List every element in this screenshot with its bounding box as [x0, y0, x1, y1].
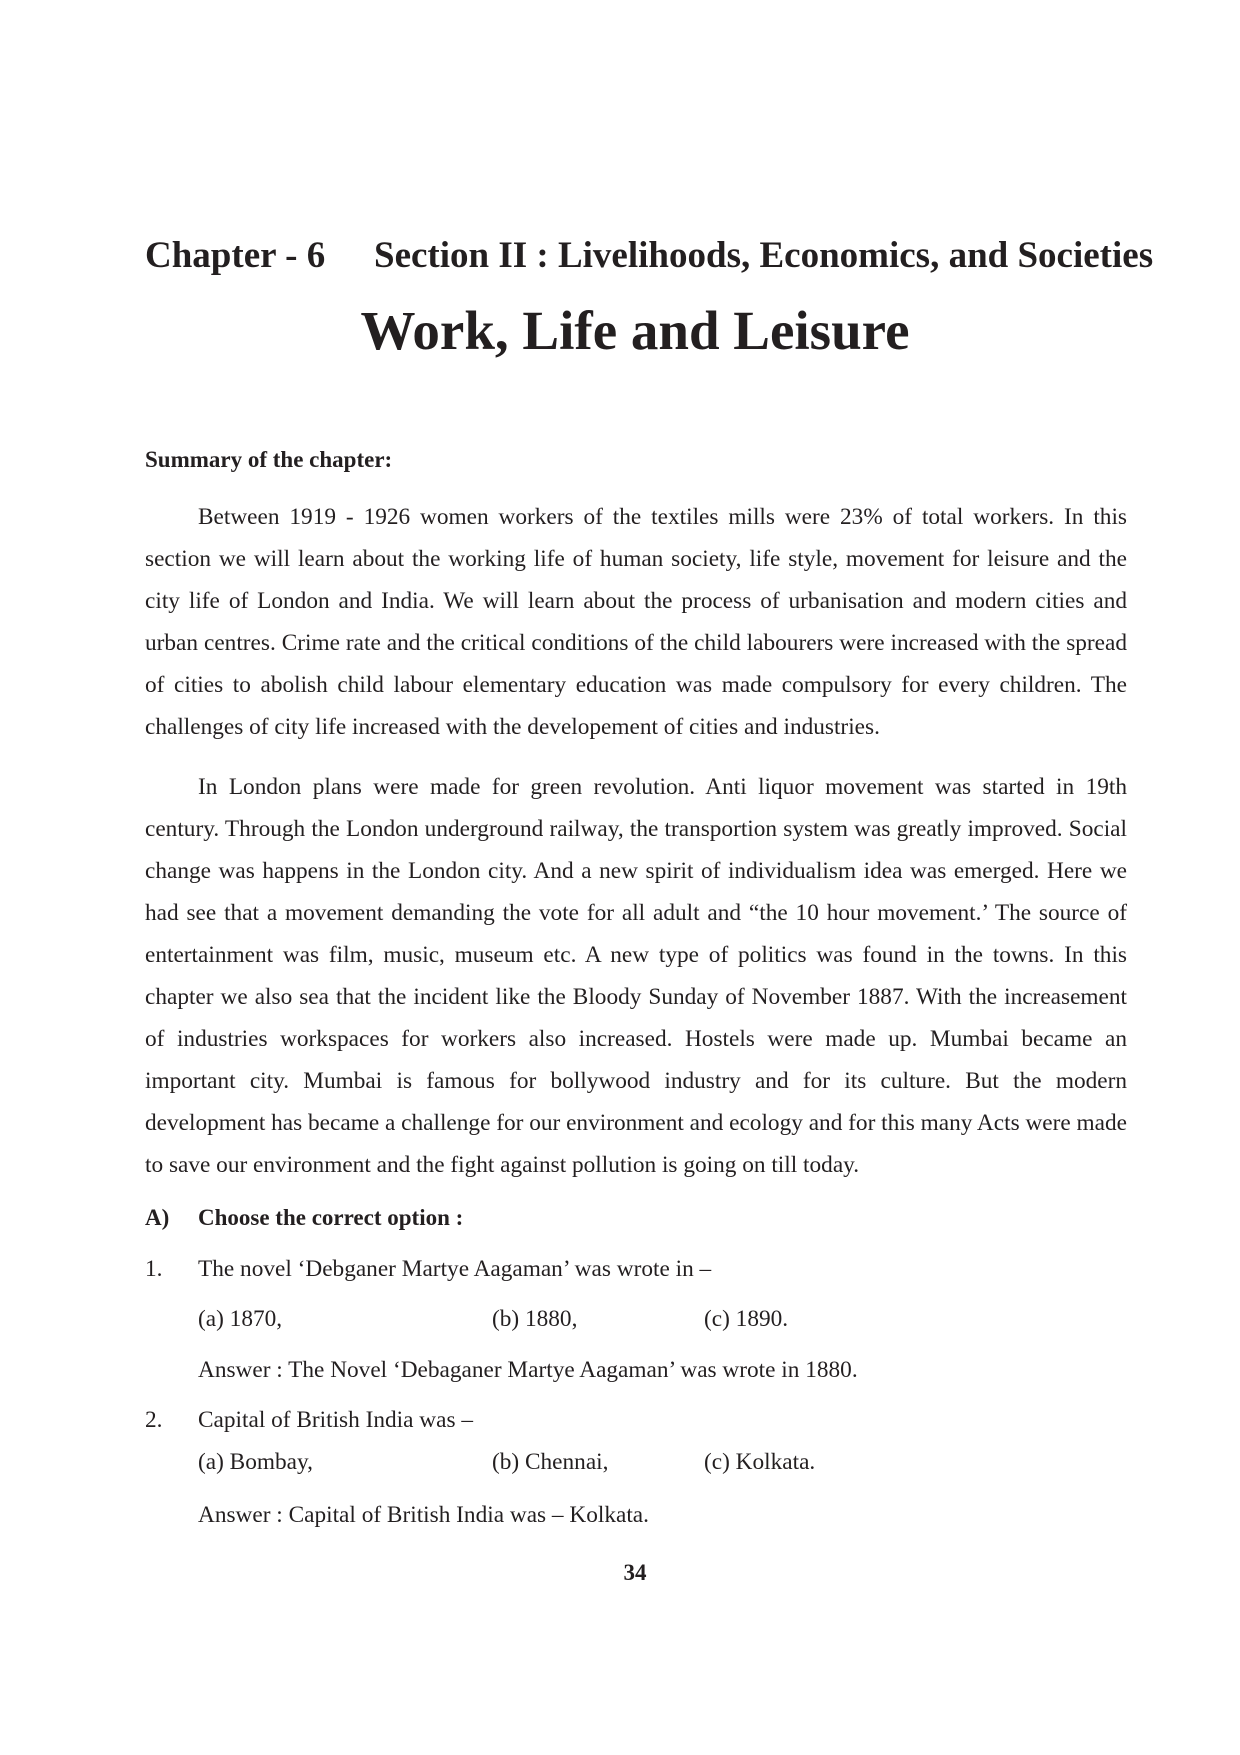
section-a-title: Choose the correct option :: [198, 1205, 464, 1230]
summary-paragraph-1: Between 1919 - 1926 women workers of the textiles mills were 23% of total workers. In this section we will learn about the working life of human society, life style, movement for leisure and the city life of London and India. We will learn about the process of urbanisation and modern cities and urban centres. Crime rate and the critical conditions of the child labourers were increased with the spread of cities to abolish child labour elementary education was made compulsory for every children. The challenges of city life increased with the developement of cities and industries.: [145, 504, 1127, 740]
question-2-option-a: (a) Bombay,: [198, 1449, 313, 1475]
summary-paragraph-2: In London plans were made for green revolution. Anti liquor movement was started in 19th century. Through the London underground railway, the transportion system was greatly improved. Social change was happens in the London city. And a new spirit of individualism idea was emerged. Here we had see that a movement demanding the vote for all adult and “the 10 hour movement.’ The source of entertainment was film, music, museum etc. A new type of politics was found in the towns. In this chapter we also sea that the incident like the Bloody Sunday of November 1887. With the increasement of industries workspaces for workers also increased. Hostels were made up. Mumbai became an important city. Mumbai is famous for bollywood industry and for its culture. But the modern development has became a challenge for our environment and ecology and for this many Acts were made to save our environment and the fight against pollution is going on till today.: [145, 774, 1127, 1178]
section-title: Section II : Livelihoods, Economics, and Societies: [374, 235, 1154, 276]
question-2-answer: Answer : Capital of British India was – Kolkata.: [198, 1502, 649, 1528]
section-a-label: A): [145, 1205, 170, 1230]
question-1-text: The novel ‘Debganer Martye Aagaman’ was wrote in –: [198, 1256, 712, 1282]
question-1-answer: Answer : The Novel ‘Debaganer Martye Aagaman’ was wrote in 1880.: [198, 1357, 858, 1383]
question-1-option-c: (c) 1890.: [704, 1306, 789, 1332]
question-2-text: Capital of British India was –: [198, 1407, 473, 1433]
summary-heading: Summary of the chapter:: [145, 447, 393, 472]
page-title: Work, Life and Leisure: [360, 300, 910, 361]
question-1-option-a: (a) 1870,: [198, 1306, 283, 1332]
chapter-number: Chapter - 6: [145, 235, 326, 276]
question-2-option-c: (c) Kolkata.: [704, 1449, 816, 1475]
chapter-header: [145, 232, 1154, 280]
question-1-option-b: (b) 1880,: [492, 1306, 578, 1332]
question-2-option-b: (b) Chennai,: [492, 1449, 609, 1475]
page-number: 34: [623, 1560, 647, 1585]
question-2-number: 2.: [145, 1407, 163, 1433]
question-1-number: 1.: [145, 1256, 163, 1282]
